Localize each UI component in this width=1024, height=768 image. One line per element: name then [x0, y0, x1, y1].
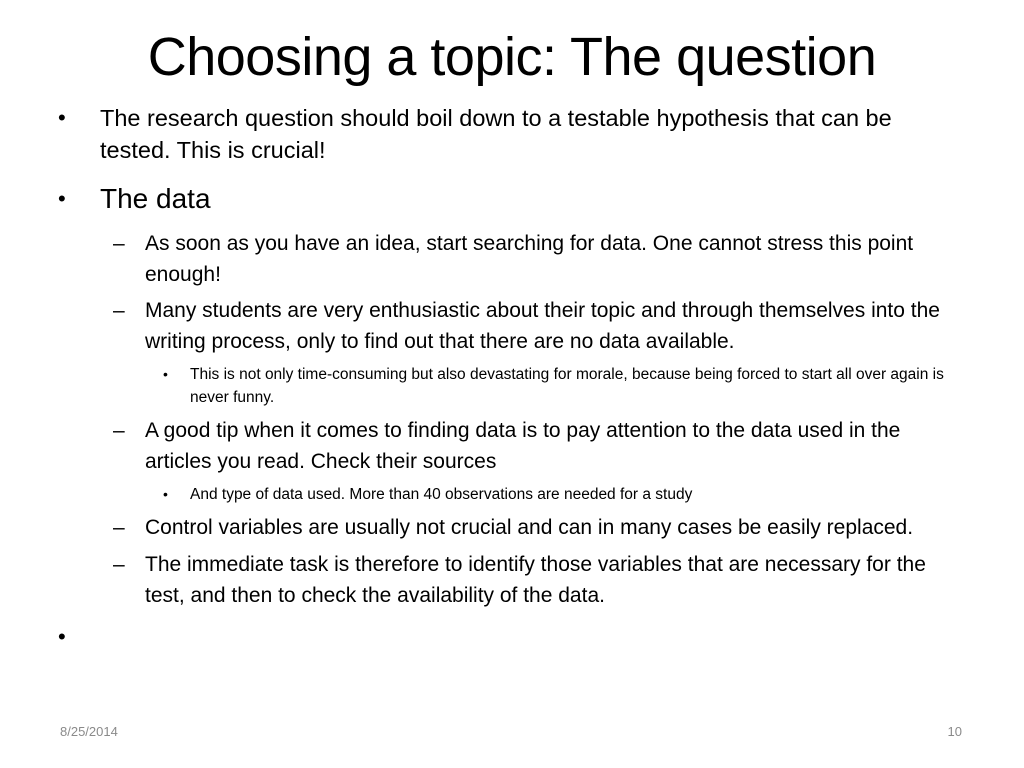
bullet-item [0, 180, 1024, 218]
sub-bullet-item [0, 415, 1024, 477]
sub-bullet-text: Control variables are usually not crucial and can in many cases be easily replaced. [145, 516, 914, 539]
dash-icon: – [113, 553, 125, 576]
sub-sub-bullet-item [0, 483, 1024, 506]
sub-bullet-text: A good tip when it comes to finding data is to pay attention to the data used in the articles you read. Check their sources [145, 419, 901, 473]
dash-icon: – [113, 419, 125, 442]
bullet-icon: • [58, 186, 66, 211]
slide-body [0, 98, 1024, 653]
sub-bullet-item [0, 228, 1024, 290]
sub-bullet-text: As soon as you have an idea, start searching for data. One cannot stress this point enough! [145, 232, 914, 286]
sub-sub-bullet-text: And type of data used. More than 40 observations are needed for a study [190, 486, 693, 503]
dash-icon: – [113, 232, 125, 255]
bullet-item [0, 102, 1024, 166]
empty-bullet-item [0, 621, 1024, 653]
bullet-icon: • [58, 624, 66, 649]
sub-bullet-item [0, 512, 1024, 543]
sub-bullet-item [0, 295, 1024, 357]
dash-icon: – [113, 299, 125, 322]
footer-date: 8/25/2014 [60, 724, 118, 739]
page-number: 10 [947, 724, 962, 739]
sub-sub-bullet-item [0, 363, 1024, 409]
bullet-icon: • [58, 105, 66, 130]
bullet-text: The data [100, 183, 211, 214]
sub-bullet-text: The immediate task is therefore to identify those variables that are necessary for the test, and then to check the availability of the data. [145, 553, 926, 607]
bullet-icon: • [163, 366, 168, 382]
sub-bullet-item [0, 549, 1024, 611]
dash-icon: – [113, 516, 125, 539]
bullet-icon: • [163, 486, 168, 502]
bullet-text: The research question should boil down to a testable hypothesis that can be tested. This is crucial! [100, 105, 892, 163]
sub-sub-bullet-text: This is not only time-consuming but also devastating for morale, because being forced to start all over again is never funny. [190, 366, 944, 406]
slide-title: Choosing a topic: The question [147, 27, 877, 87]
sub-bullet-text: Many students are very enthusiastic about their topic and through themselves into the writing process, only to find out that there are no data available. [145, 299, 940, 353]
